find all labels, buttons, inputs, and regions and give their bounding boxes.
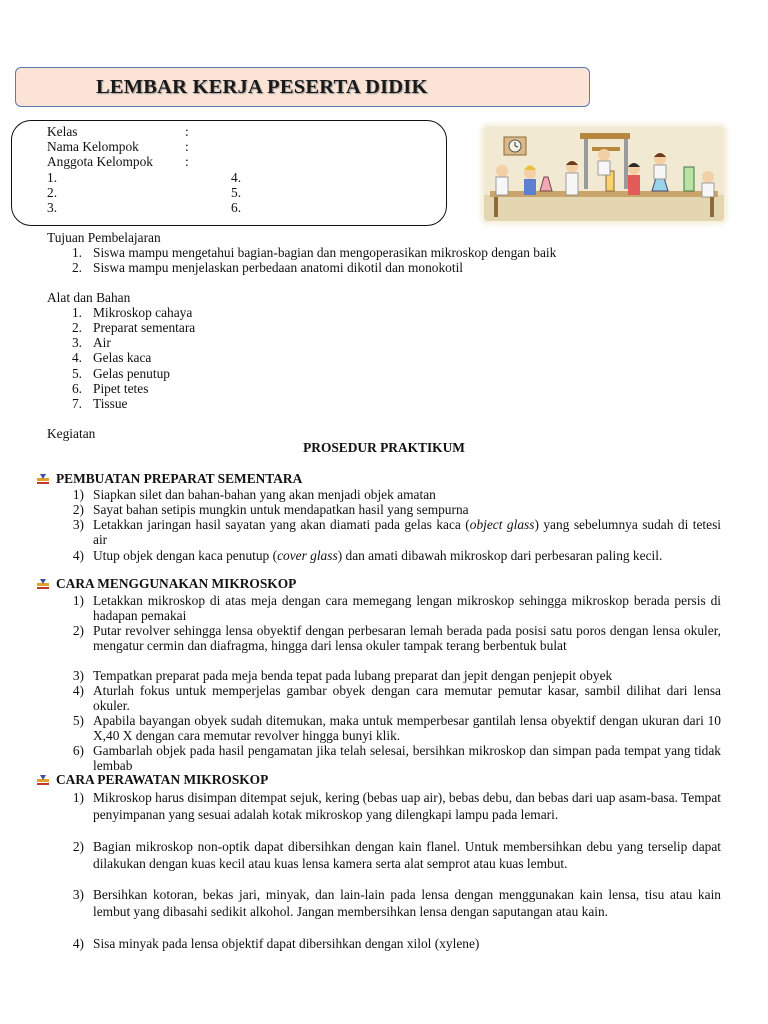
list-number: 1. xyxy=(71,305,82,320)
list-item: Siswa mampu menjelaskan perbedaan anatomi dikotil dan monokotil xyxy=(93,260,464,275)
list-item: Bagian mikroskop non-optik dapat dibersihkan dengan kain flanel. Untuk membersihkan debu yang terselip dapat dilakukan dengan kuas kecil atau kuas lensa kamera serta alat semprot atau kuas lembut. xyxy=(93,839,721,871)
list-item: Mikroskop cahaya xyxy=(93,305,193,320)
colon: : xyxy=(185,154,189,169)
member-number: 5. xyxy=(231,185,242,200)
list-item-text: ) yang sebelumnya sudah di tetesi air xyxy=(93,517,721,547)
list-item xyxy=(93,548,721,563)
list-number: 2) xyxy=(72,623,84,638)
label-anggota-kelompok: Anggota Kelompok xyxy=(47,154,153,169)
list-item: Apabila bayangan obyek sudah ditemukan, maka untuk memperbesar gantilah lensa obyektif dengan ukuran dari 10 X,40 X dengan cara memutar revolver hingga bunyi klik. xyxy=(93,713,721,743)
list-item: Tissue xyxy=(93,396,128,411)
bullet-arrow-icon xyxy=(36,578,50,590)
list-number: 3) xyxy=(72,887,84,902)
list-item: Bersihkan kotoran, bekas jari, minyak, dan lain-lain pada lensa dengan menggunakan kain lensa, tisu atau kain lembut yang dibasahi sedikit alkohol. Jangan membersihkan lensa dengan saputangan atau kain. xyxy=(93,887,721,919)
member-number: 6. xyxy=(231,200,242,215)
section-heading-preparat: PEMBUATAN PREPARAT SEMENTARA xyxy=(56,471,303,486)
list-item-text: ) dan amati dibawah mikroskop dari perbesaran paling kecil. xyxy=(337,548,663,563)
list-number: 4) xyxy=(72,683,84,698)
section-heading-menggunakan: CARA MENGGUNAKAN MIKROSKOP xyxy=(56,576,297,591)
list-number: 5. xyxy=(71,366,82,381)
bullet-arrow-icon xyxy=(36,473,50,485)
list-number: 3) xyxy=(72,668,84,683)
title-box xyxy=(15,67,590,107)
list-number: 4) xyxy=(72,936,84,951)
list-item-term: cover glass xyxy=(277,548,338,563)
list-number: 3) xyxy=(72,517,84,532)
section-heading-kegiatan: Kegiatan xyxy=(47,426,96,441)
list-number: 6) xyxy=(72,743,84,758)
list-item: Sisa minyak pada lensa objektif dapat dibersihkan dengan xilol (xylene) xyxy=(93,936,480,951)
list-item: Siapkan silet dan bahan-bahan yang akan menjadi objek amatan xyxy=(93,487,436,502)
list-item: Letakkan mikroskop di atas meja dengan cara memegang lengan mikroskop sehingga mikroskop berada persis di hadapan pemakai xyxy=(93,593,721,623)
list-item: Siswa mampu mengetahui bagian-bagian dan mengoperasikan mikroskop dengan baik xyxy=(93,245,557,260)
list-number: 1) xyxy=(72,487,84,502)
page-title: LEMBAR KERJA PESERTA DIDIK xyxy=(96,76,428,98)
bullet-arrow-icon xyxy=(36,774,50,786)
label-nama-kelompok: Nama Kelompok xyxy=(47,139,139,154)
list-item: Gambarlah objek pada hasil pengamatan jika telah selesai, bersihkan mikroskop dan simpan pada tempat yang tidak lembab xyxy=(93,743,721,773)
list-item-text: Utup objek dengan kaca penutup ( xyxy=(93,548,278,563)
list-item: Preparat sementara xyxy=(93,320,196,335)
list-number: 2. xyxy=(71,260,82,275)
list-number: 1. xyxy=(71,245,82,260)
list-number: 1) xyxy=(72,593,84,608)
section-heading-tujuan: Tujuan Pembelajaran xyxy=(47,230,161,245)
list-number: 3. xyxy=(71,335,82,350)
list-number: 5) xyxy=(72,713,84,728)
lab-scene-icon xyxy=(484,127,724,221)
list-item: Gelas penutup xyxy=(93,366,170,381)
list-item-text: Letakkan jaringan hasil sayatan yang akan diamati pada gelas kaca ( xyxy=(93,517,470,532)
list-number: 4. xyxy=(71,350,82,365)
list-item: Tempatkan preparat pada meja benda tepat pada lubang preparat dan jepit dengan penjepit obyek xyxy=(93,668,613,683)
list-number: 1) xyxy=(72,790,84,805)
list-item: Putar revolver sehingga lensa obyektif dengan perbesaran lemah berada pada posisi satu poros dengan lensa okuler, mengatur cermin dan diafragma, hingga dari lensa okuler tampak terang berbentuk bulat xyxy=(93,623,721,653)
list-item: Sayat bahan setipis mungkin untuk mendapatkan hasil yang sempurna xyxy=(93,502,469,517)
list-number: 6. xyxy=(71,381,82,396)
lab-illustration xyxy=(484,127,724,221)
list-item: Air xyxy=(93,335,111,350)
list-number: 2) xyxy=(72,502,84,517)
list-item-term: object glass xyxy=(469,517,535,532)
prosedur-title: PROSEDUR PRAKTIKUM xyxy=(303,440,465,455)
list-number: 4) xyxy=(72,548,84,563)
colon: : xyxy=(185,124,189,139)
list-number: 2) xyxy=(72,839,84,854)
list-item: Gelas kaca xyxy=(93,350,152,365)
list-number: 7. xyxy=(71,396,82,411)
section-heading-alat: Alat dan Bahan xyxy=(47,290,131,305)
list-item: Aturlah fokus untuk memperjelas gambar obyek dengan cara memutar pemutar kasar, sambil dilihat dari lensa okuler. xyxy=(93,683,721,713)
member-number: 2. xyxy=(47,185,58,200)
member-number: 4. xyxy=(231,170,242,185)
list-item: Pipet tetes xyxy=(93,381,149,396)
list-item: Mikroskop harus disimpan ditempat sejuk, kering (bebas uap air), bebas debu, dan bebas dari uap asam-basa. Tempat penyimpanan yang sesuai adalah kotak mikroskop yang dilengkapi lampu pada lemari. xyxy=(93,790,721,822)
list-item xyxy=(93,517,721,547)
list-number: 2. xyxy=(71,320,82,335)
section-heading-perawatan: CARA PERAWATAN MIKROSKOP xyxy=(56,772,269,787)
member-number: 1. xyxy=(47,170,58,185)
label-kelas: Kelas xyxy=(47,124,78,139)
colon: : xyxy=(185,139,189,154)
member-number: 3. xyxy=(47,200,58,215)
